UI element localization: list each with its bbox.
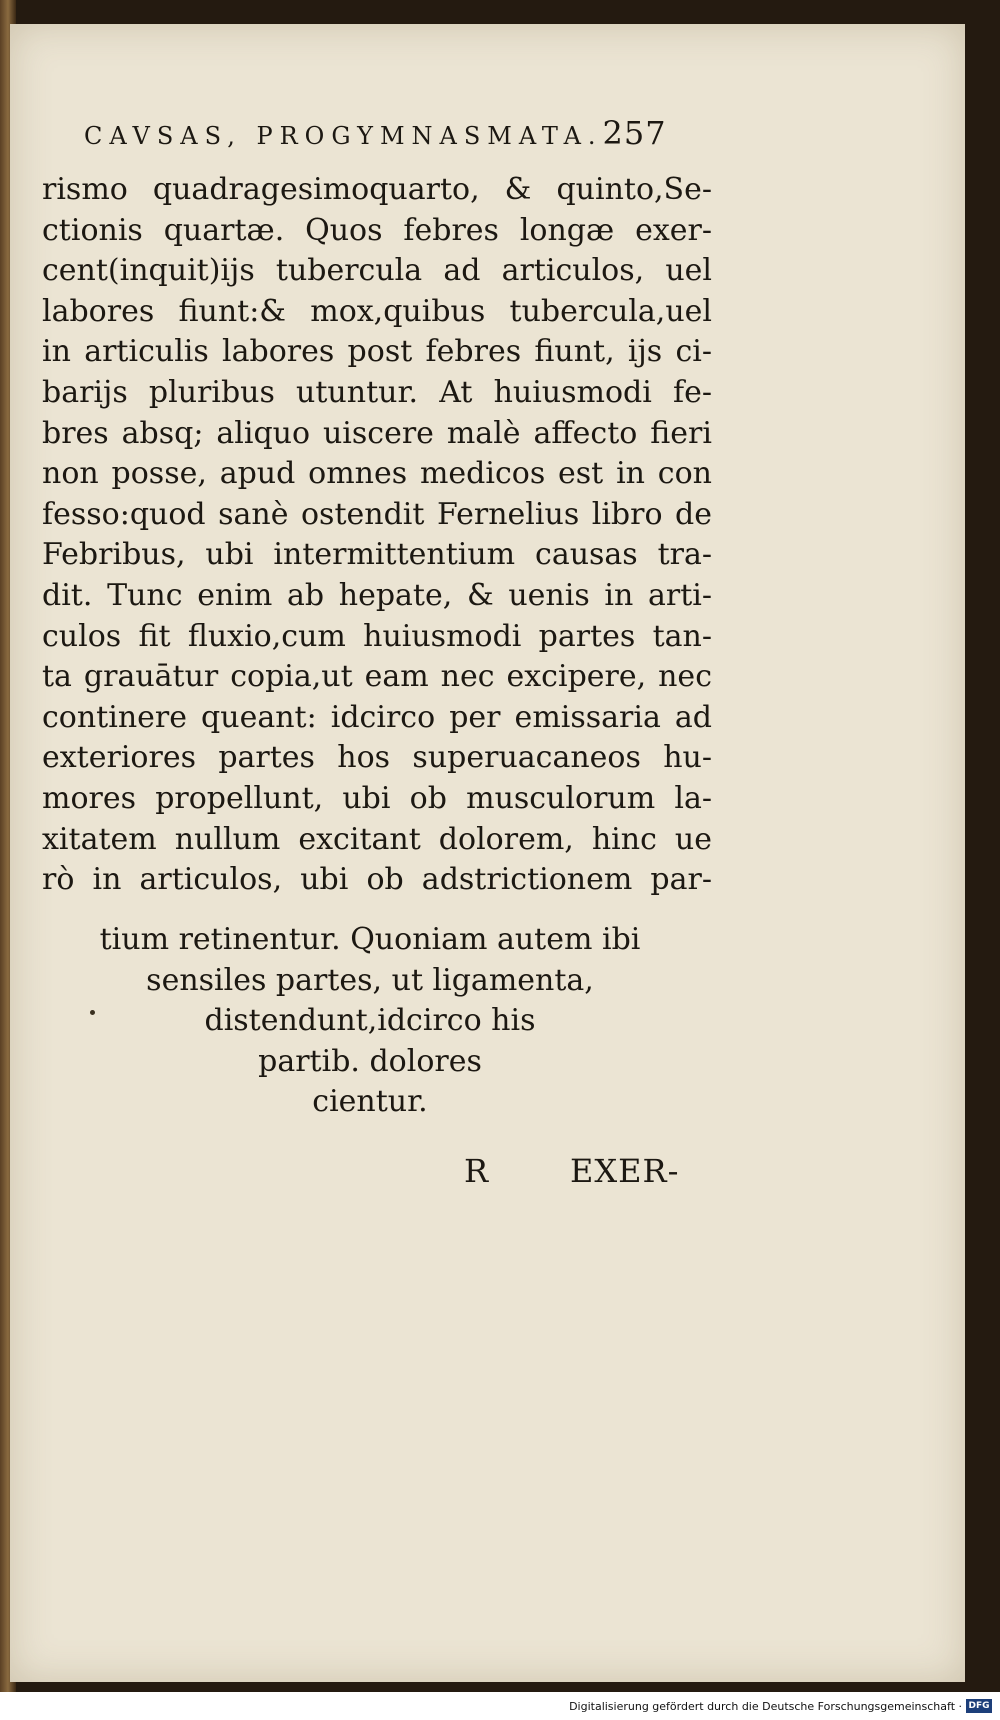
text-line: mores propellunt, ubi ob musculorum la- — [42, 780, 712, 816]
book-page — [10, 24, 965, 1682]
text-line: bres absq; aliquo uiscere malè affecto fieri — [42, 415, 712, 451]
ink-speck — [90, 1010, 95, 1015]
text-line: culos fit fluxio,cum huiusmodi partes tan- — [42, 618, 712, 654]
text-line: in articulis labores post febres fiunt, ijs ci- — [42, 334, 712, 370]
text-line: ta grauātur copia,ut eam nec excipere, nec — [42, 659, 712, 695]
text-line: barijs pluribus utuntur. At huiusmodi fe- — [42, 374, 712, 410]
tapered-paragraph-end — [80, 920, 660, 1123]
text-line: ctionis quartæ. Quos febres longæ exer- — [42, 212, 712, 248]
catchword: EXER- — [570, 1152, 680, 1190]
funding-credit: Digitalisierung gefördert durch die Deutsche Forschungsgemeinschaft · — [569, 1700, 962, 1713]
text-line: non posse, apud omnes medicos est in con — [42, 456, 712, 492]
text-line: continere queant: idcirco per emissaria ad — [42, 699, 712, 735]
text-line: rismo quadragesimoquarto, & quinto,Se- — [42, 172, 712, 207]
signature-mark: R — [464, 1152, 489, 1190]
text-line: fesso:quod sanè ostendit Fernelius libro de — [42, 496, 712, 532]
cone-line: cientur. — [312, 1084, 428, 1120]
text-line: dit. Tunc enim ab hepate, & uenis in arti- — [42, 577, 712, 613]
text-line: exteriores partes hos superuacaneos hu- — [42, 740, 712, 776]
page-number: 257 — [602, 114, 667, 152]
body-text — [42, 170, 712, 901]
running-header — [84, 114, 724, 164]
running-title: CAVSAS, PROGYMNASMATA. — [84, 122, 603, 150]
cone-line: sensiles partes, ut ligamenta, — [146, 962, 594, 998]
text-line: Febribus, ubi intermittentium causas tra- — [42, 537, 712, 573]
text-line: labores fiunt:& mox,quibus tubercula,uel — [42, 293, 712, 329]
cone-line: partib. dolores — [258, 1043, 482, 1079]
text-line: rò in articulos, ubi ob adstrictionem par- — [42, 862, 712, 898]
digitization-footer — [0, 1692, 1000, 1720]
cone-line: distendunt,idcirco his — [204, 1003, 536, 1039]
dfg-logo: DFG — [966, 1699, 992, 1713]
text-line: xitatem nullum excitant dolorem, hinc ue — [42, 821, 712, 857]
cone-line: tium retinentur. Quoniam autem ibi — [99, 922, 641, 957]
text-line: cent(inquit)ijs tubercula ad articulos, uel — [42, 253, 712, 289]
